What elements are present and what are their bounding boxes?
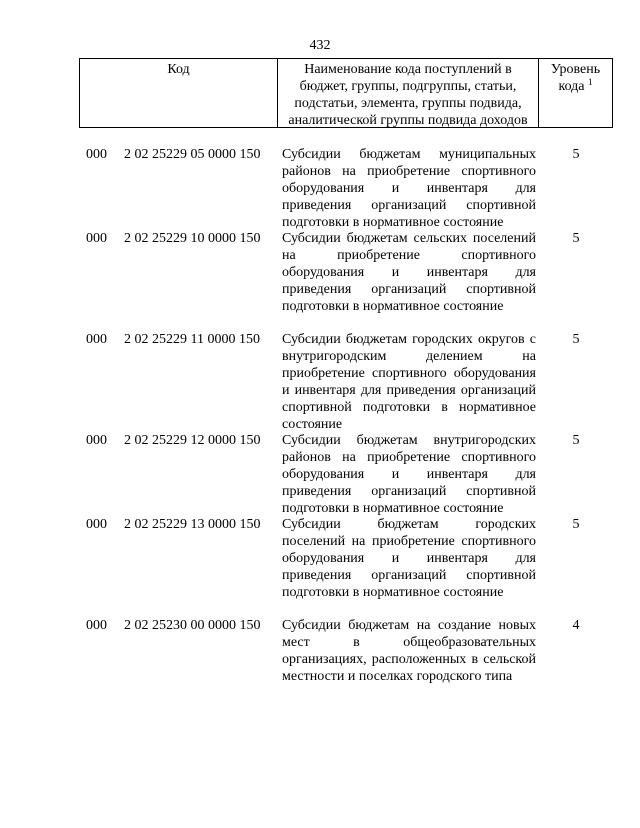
code-level: 5 xyxy=(572,332,580,347)
header-level-label: Уровень кода xyxy=(550,62,601,94)
revenue-name: Субсидии бюджетам муниципальных районов на приобретение спортивного оборудования и инвентаря для приведения организаций спортивной подготовки в нормативное состояние xyxy=(282,147,536,230)
admin-code: 000 xyxy=(86,433,107,448)
table-header xyxy=(79,58,613,128)
admin-code: 000 xyxy=(86,618,107,633)
header-code: Код xyxy=(80,59,278,127)
code-level: 5 xyxy=(572,517,580,532)
page-number: 432 xyxy=(309,38,331,53)
admin-code: 000 xyxy=(86,517,107,532)
admin-code: 000 xyxy=(86,147,107,162)
revenue-name: Субсидии бюджетам на создание новых мест в общеобразовательных организациях, расположенных в сельской местности и поселках городского типа xyxy=(282,618,536,684)
revenue-code: 2 02 25230 00 0000 150 xyxy=(124,618,261,633)
admin-code: 000 xyxy=(86,332,107,347)
code-level: 5 xyxy=(572,433,580,448)
admin-code: 000 xyxy=(86,231,107,246)
revenue-name: Субсидии бюджетам городских округов с внутригородским делением на приобретение спортивного оборудования и инвентаря для приведения организаций спортивной подготовки в нормативное состояние xyxy=(282,332,536,432)
header-level-footnote: 1 xyxy=(588,77,593,87)
revenue-code: 2 02 25229 13 0000 150 xyxy=(124,517,261,532)
revenue-code: 2 02 25229 10 0000 150 xyxy=(124,231,261,246)
revenue-code: 2 02 25229 12 0000 150 xyxy=(124,433,261,448)
code-level: 5 xyxy=(572,231,580,246)
code-level: 4 xyxy=(572,618,580,633)
revenue-code: 2 02 25229 05 0000 150 xyxy=(124,147,261,162)
header-level xyxy=(539,59,612,127)
header-name: Наименование кода поступлений в бюджет, группы, подгруппы, статьи, подстатьи, элемента, группы подвида, аналитической группы подвида доходов xyxy=(278,59,539,127)
revenue-name: Субсидии бюджетам городских поселений на приобретение спортивного оборудования и инвентаря для приведения организаций спортивной подготовки в нормативное состояние xyxy=(282,517,536,600)
revenue-name: Субсидии бюджетам внутригородских районов на приобретение спортивного оборудования и инвентаря для приведения организаций спортивной подготовки в нормативное состояние xyxy=(282,433,536,516)
revenue-code: 2 02 25229 11 0000 150 xyxy=(124,332,260,347)
code-level: 5 xyxy=(572,147,580,162)
revenue-name: Субсидии бюджетам сельских поселений на приобретение спортивного оборудования и инвентаря для приведения организаций спортивной подготовки в нормативное состояние xyxy=(282,231,536,314)
